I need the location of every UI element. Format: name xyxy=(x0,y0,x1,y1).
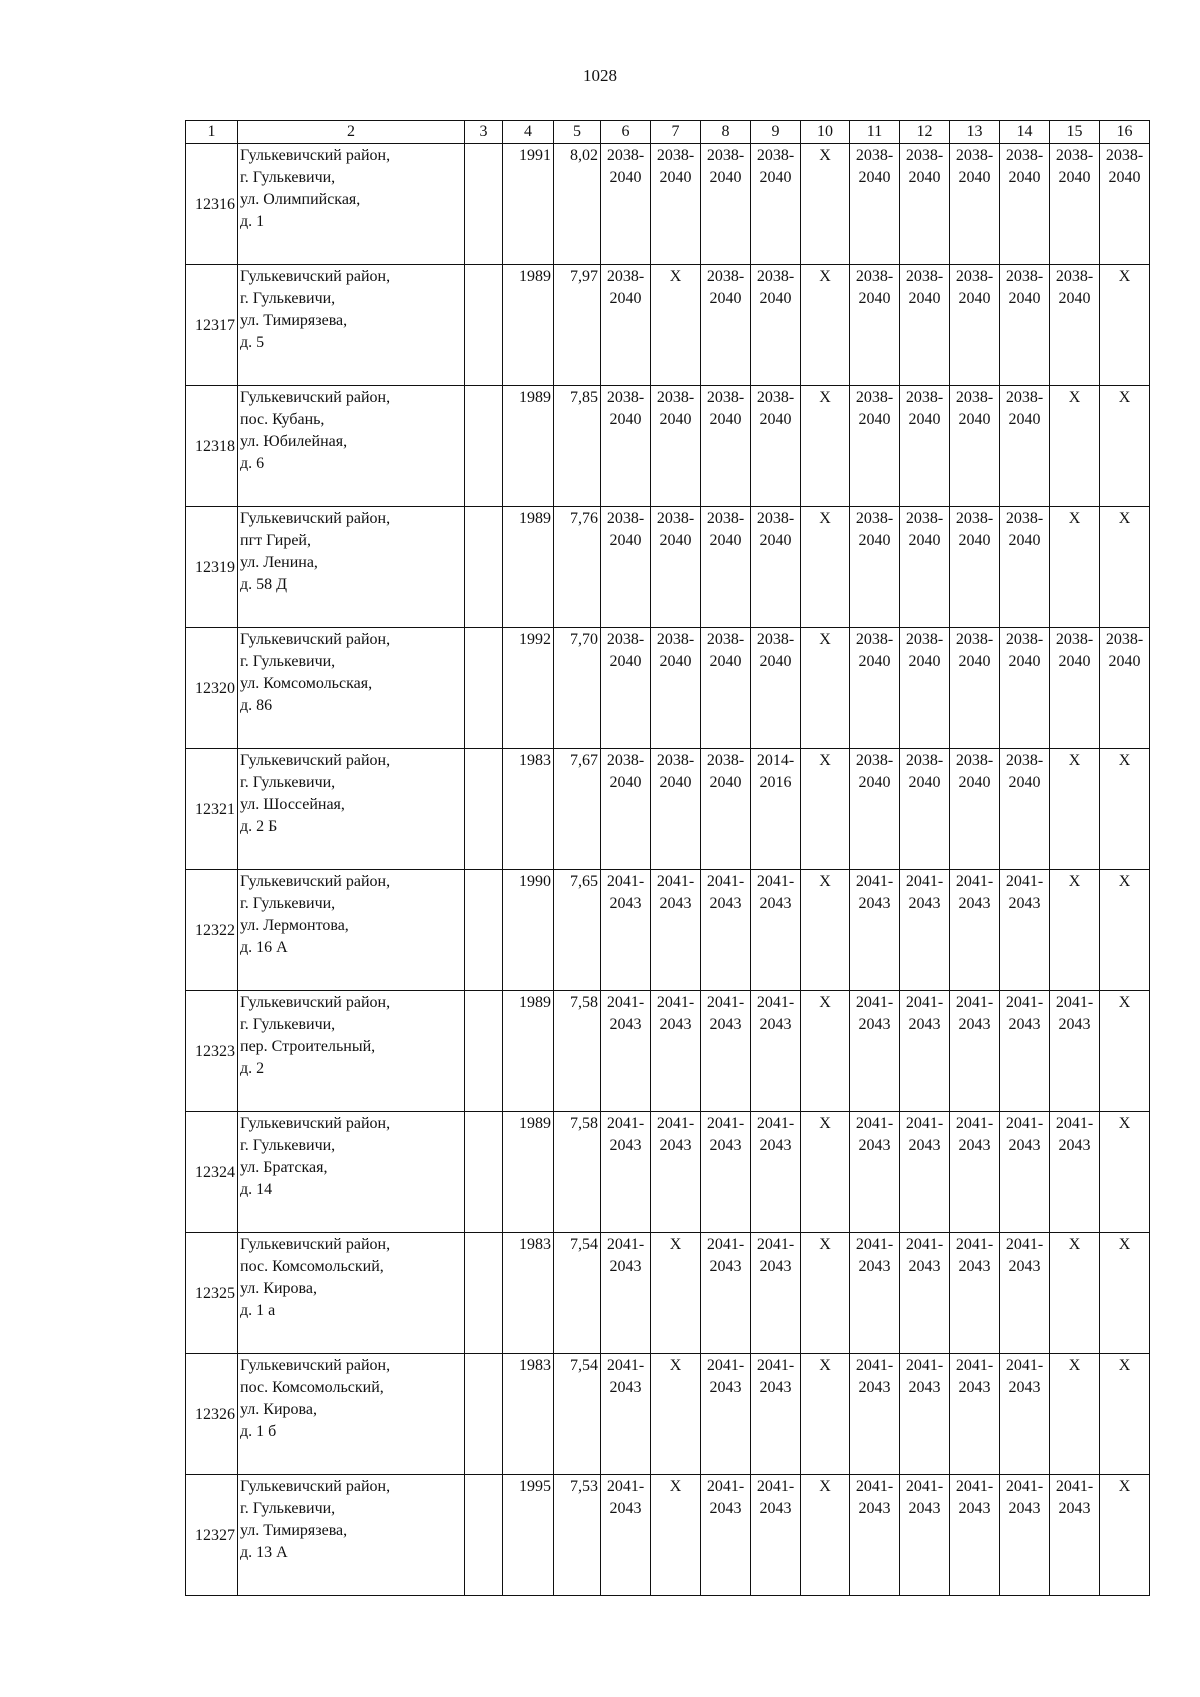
address-line: г. Гулькевичи, xyxy=(240,169,336,186)
period-cell-col-14: 2041- 2043 xyxy=(1000,1475,1050,1596)
address-line: д. 58 Д xyxy=(240,576,288,593)
period-cell-col-12: 2038- 2040 xyxy=(900,507,950,628)
period-cell-col-8: 2041- 2043 xyxy=(701,1475,751,1596)
address-line: д. 5 xyxy=(240,334,265,351)
period-cell-col-6: 2038- 2040 xyxy=(601,144,651,265)
period-cell-col-9: 2038- 2040 xyxy=(751,386,801,507)
address-line: ул. Ленина, xyxy=(240,554,318,571)
period-cell-col-6: 2038- 2040 xyxy=(601,749,651,870)
address-cell xyxy=(238,749,465,870)
period-cell-col-9: 2014- 2016 xyxy=(751,749,801,870)
period-cell-col-7: 2041- 2043 xyxy=(651,991,701,1112)
period-cell-col-8: 2038- 2040 xyxy=(701,628,751,749)
record-number: 12322 xyxy=(186,870,238,991)
period-cell-col-16: Х xyxy=(1100,749,1150,870)
period-cell-col-14: 2041- 2043 xyxy=(1000,1112,1050,1233)
page-number: 1028 xyxy=(583,66,617,85)
address-cell xyxy=(238,1354,465,1475)
period-cell-col-14: 2038- 2040 xyxy=(1000,144,1050,265)
period-cell-col-6: 2041- 2043 xyxy=(601,991,651,1112)
address-line: Гулькевичский район, xyxy=(240,752,391,769)
period-cell-col-7: Х xyxy=(651,1233,701,1354)
column-3-cell xyxy=(465,1475,503,1596)
period-cell-col-7: 2038- 2040 xyxy=(651,628,701,749)
period-cell-col-13: 2038- 2040 xyxy=(950,144,1000,265)
period-cell-col-14: 2041- 2043 xyxy=(1000,870,1050,991)
period-cell-col-8: 2038- 2040 xyxy=(701,386,751,507)
address-line: Гулькевичский район, xyxy=(240,389,391,406)
column-header-4: 4 xyxy=(503,121,554,144)
period-cell-col-12: 2038- 2040 xyxy=(900,628,950,749)
period-cell-col-16: Х xyxy=(1100,991,1150,1112)
period-cell-col-13: 2038- 2040 xyxy=(950,749,1000,870)
period-cell-col-7: Х xyxy=(651,1475,701,1596)
period-cell-col-10: Х xyxy=(801,1354,850,1475)
period-cell-col-11: 2041- 2043 xyxy=(850,1112,900,1233)
period-cell-col-11: 2038- 2040 xyxy=(850,386,900,507)
column-header-11: 11 xyxy=(850,121,900,144)
period-cell-col-13: 2041- 2043 xyxy=(950,1112,1000,1233)
table-row xyxy=(186,749,1150,870)
record-number: 12319 xyxy=(186,507,238,628)
address-line: Гулькевичский район, xyxy=(240,1478,391,1495)
year-cell: 1983 xyxy=(503,1354,554,1475)
record-number: 12327 xyxy=(186,1475,238,1596)
period-cell-col-14: 2038- 2040 xyxy=(1000,265,1050,386)
address-line: ул. Братская, xyxy=(240,1159,328,1176)
period-cell-col-15: 2038- 2040 xyxy=(1050,265,1100,386)
address-cell xyxy=(238,386,465,507)
value-cell: 7,97 xyxy=(554,265,601,386)
period-cell-col-10: Х xyxy=(801,628,850,749)
address-line: пос. Комсомольский, xyxy=(240,1379,384,1396)
period-cell-col-7: Х xyxy=(651,265,701,386)
value-cell: 7,58 xyxy=(554,991,601,1112)
period-cell-col-14: 2038- 2040 xyxy=(1000,628,1050,749)
period-cell-col-8: 2038- 2040 xyxy=(701,507,751,628)
value-cell: 7,54 xyxy=(554,1354,601,1475)
value-cell: 7,65 xyxy=(554,870,601,991)
period-cell-col-6: 2038- 2040 xyxy=(601,386,651,507)
period-cell-col-16: Х xyxy=(1100,507,1150,628)
address-line: ул. Юбилейная, xyxy=(240,433,348,450)
table-row xyxy=(186,1112,1150,1233)
address-line: г. Гулькевичи, xyxy=(240,1016,336,1033)
period-cell-col-15: 2041- 2043 xyxy=(1050,991,1100,1112)
period-cell-col-10: Х xyxy=(801,870,850,991)
period-cell-col-10: Х xyxy=(801,749,850,870)
period-cell-col-15: Х xyxy=(1050,749,1100,870)
period-cell-col-8: 2041- 2043 xyxy=(701,1112,751,1233)
period-cell-col-15: 2041- 2043 xyxy=(1050,1475,1100,1596)
year-cell: 1989 xyxy=(503,265,554,386)
column-3-cell xyxy=(465,870,503,991)
column-3-cell xyxy=(465,265,503,386)
record-number: 12325 xyxy=(186,1233,238,1354)
period-cell-col-8: 2041- 2043 xyxy=(701,991,751,1112)
address-line: г. Гулькевичи, xyxy=(240,1500,336,1517)
period-cell-col-13: 2041- 2043 xyxy=(950,870,1000,991)
address-line: Гулькевичский район, xyxy=(240,994,391,1011)
period-cell-col-10: Х xyxy=(801,144,850,265)
period-cell-col-12: 2041- 2043 xyxy=(900,1475,950,1596)
period-cell-col-6: 2041- 2043 xyxy=(601,1354,651,1475)
column-header-3: 3 xyxy=(465,121,503,144)
period-cell-col-16: Х xyxy=(1100,1354,1150,1475)
period-cell-col-12: 2041- 2043 xyxy=(900,870,950,991)
year-cell: 1990 xyxy=(503,870,554,991)
period-cell-col-14: 2041- 2043 xyxy=(1000,991,1050,1112)
period-cell-col-13: 2038- 2040 xyxy=(950,265,1000,386)
year-cell: 1983 xyxy=(503,1233,554,1354)
address-line: д. 16 А xyxy=(240,939,288,956)
record-number: 12318 xyxy=(186,386,238,507)
period-cell-col-11: 2038- 2040 xyxy=(850,749,900,870)
period-cell-col-15: 2038- 2040 xyxy=(1050,628,1100,749)
address-line: д. 1 xyxy=(240,213,265,230)
value-cell: 7,54 xyxy=(554,1233,601,1354)
year-cell: 1983 xyxy=(503,749,554,870)
column-header-5: 5 xyxy=(554,121,601,144)
period-cell-col-8: 2041- 2043 xyxy=(701,870,751,991)
column-3-cell xyxy=(465,628,503,749)
period-cell-col-14: 2041- 2043 xyxy=(1000,1354,1050,1475)
table-row xyxy=(186,628,1150,749)
value-cell: 7,76 xyxy=(554,507,601,628)
address-line: г. Гулькевичи, xyxy=(240,1137,336,1154)
value-cell: 8,02 xyxy=(554,144,601,265)
period-cell-col-13: 2041- 2043 xyxy=(950,1475,1000,1596)
period-cell-col-15: Х xyxy=(1050,386,1100,507)
period-cell-col-13: 2041- 2043 xyxy=(950,1233,1000,1354)
period-cell-col-11: 2041- 2043 xyxy=(850,1354,900,1475)
period-cell-col-10: Х xyxy=(801,507,850,628)
record-number: 12323 xyxy=(186,991,238,1112)
period-cell-col-7: 2038- 2040 xyxy=(651,386,701,507)
value-cell: 7,67 xyxy=(554,749,601,870)
period-cell-col-9: 2041- 2043 xyxy=(751,991,801,1112)
address-line: д. 1 б xyxy=(240,1423,277,1440)
address-cell xyxy=(238,144,465,265)
column-header-13: 13 xyxy=(950,121,1000,144)
address-line: Гулькевичский район, xyxy=(240,1115,391,1132)
address-line: г. Гулькевичи, xyxy=(240,290,336,307)
table-row xyxy=(186,507,1150,628)
value-cell: 7,85 xyxy=(554,386,601,507)
column-header-9: 9 xyxy=(751,121,801,144)
column-header-16: 16 xyxy=(1100,121,1150,144)
address-cell xyxy=(238,628,465,749)
address-line: д. 13 А xyxy=(240,1544,288,1561)
period-cell-col-8: 2038- 2040 xyxy=(701,265,751,386)
column-3-cell xyxy=(465,507,503,628)
period-cell-col-10: Х xyxy=(801,265,850,386)
period-cell-col-16: Х xyxy=(1100,386,1150,507)
address-line: пос. Комсомольский, xyxy=(240,1258,384,1275)
period-cell-col-10: Х xyxy=(801,386,850,507)
period-cell-col-6: 2041- 2043 xyxy=(601,870,651,991)
address-line: г. Гулькевичи, xyxy=(240,653,336,670)
period-cell-col-11: 2038- 2040 xyxy=(850,144,900,265)
value-cell: 7,53 xyxy=(554,1475,601,1596)
column-header-8: 8 xyxy=(701,121,751,144)
period-cell-col-6: 2038- 2040 xyxy=(601,265,651,386)
address-line: Гулькевичский район, xyxy=(240,631,391,648)
period-cell-col-9: 2038- 2040 xyxy=(751,265,801,386)
period-cell-col-6: 2041- 2043 xyxy=(601,1233,651,1354)
period-cell-col-7: Х xyxy=(651,1354,701,1475)
address-line: пер. Строительный, xyxy=(240,1038,376,1055)
address-cell xyxy=(238,991,465,1112)
period-cell-col-15: Х xyxy=(1050,870,1100,991)
period-cell-col-11: 2038- 2040 xyxy=(850,628,900,749)
housing-repair-table xyxy=(185,120,1150,1596)
address-line: Гулькевичский район, xyxy=(240,147,391,164)
address-cell xyxy=(238,1475,465,1596)
address-cell xyxy=(238,870,465,991)
period-cell-col-11: 2038- 2040 xyxy=(850,507,900,628)
period-cell-col-15: Х xyxy=(1050,1233,1100,1354)
period-cell-col-13: 2041- 2043 xyxy=(950,991,1000,1112)
address-line: Гулькевичский район, xyxy=(240,873,391,890)
address-cell xyxy=(238,265,465,386)
period-cell-col-15: Х xyxy=(1050,507,1100,628)
period-cell-col-15: 2041- 2043 xyxy=(1050,1112,1100,1233)
table-row xyxy=(186,144,1150,265)
period-cell-col-6: 2038- 2040 xyxy=(601,507,651,628)
table-row xyxy=(186,1233,1150,1354)
period-cell-col-7: 2038- 2040 xyxy=(651,507,701,628)
column-3-cell xyxy=(465,144,503,265)
period-cell-col-16: 2038- 2040 xyxy=(1100,144,1150,265)
address-line: г. Гулькевичи, xyxy=(240,895,336,912)
period-cell-col-10: Х xyxy=(801,1233,850,1354)
period-cell-col-16: Х xyxy=(1100,1112,1150,1233)
period-cell-col-11: 2041- 2043 xyxy=(850,1475,900,1596)
period-cell-col-16: 2038- 2040 xyxy=(1100,628,1150,749)
period-cell-col-9: 2038- 2040 xyxy=(751,507,801,628)
period-cell-col-8: 2038- 2040 xyxy=(701,749,751,870)
year-cell: 1989 xyxy=(503,991,554,1112)
period-cell-col-6: 2041- 2043 xyxy=(601,1475,651,1596)
period-cell-col-10: Х xyxy=(801,991,850,1112)
period-cell-col-7: 2041- 2043 xyxy=(651,1112,701,1233)
address-line: Гулькевичский район, xyxy=(240,1357,391,1374)
period-cell-col-8: 2041- 2043 xyxy=(701,1233,751,1354)
table-row xyxy=(186,1354,1150,1475)
address-line: ул. Тимирязева, xyxy=(240,1522,348,1539)
year-cell: 1989 xyxy=(503,507,554,628)
record-number: 12316 xyxy=(186,144,238,265)
year-cell: 1989 xyxy=(503,386,554,507)
column-3-cell xyxy=(465,1112,503,1233)
address-line: ул. Лермонтова, xyxy=(240,917,349,934)
period-cell-col-7: 2038- 2040 xyxy=(651,749,701,870)
period-cell-col-6: 2041- 2043 xyxy=(601,1112,651,1233)
column-3-cell xyxy=(465,749,503,870)
period-cell-col-8: 2041- 2043 xyxy=(701,1354,751,1475)
address-line: ул. Олимпийская, xyxy=(240,191,361,208)
period-cell-col-10: Х xyxy=(801,1112,850,1233)
column-header-14: 14 xyxy=(1000,121,1050,144)
address-line: д. 6 xyxy=(240,455,265,472)
year-cell: 1995 xyxy=(503,1475,554,1596)
period-cell-col-13: 2038- 2040 xyxy=(950,507,1000,628)
period-cell-col-9: 2041- 2043 xyxy=(751,1354,801,1475)
table-row xyxy=(186,386,1150,507)
period-cell-col-11: 2041- 2043 xyxy=(850,991,900,1112)
column-3-cell xyxy=(465,1233,503,1354)
period-cell-col-16: Х xyxy=(1100,265,1150,386)
record-number: 12320 xyxy=(186,628,238,749)
period-cell-col-12: 2038- 2040 xyxy=(900,386,950,507)
period-cell-col-11: 2038- 2040 xyxy=(850,265,900,386)
table-row xyxy=(186,265,1150,386)
record-number: 12321 xyxy=(186,749,238,870)
column-header-7: 7 xyxy=(651,121,701,144)
address-cell xyxy=(238,1233,465,1354)
address-line: ул. Кирова, xyxy=(240,1280,317,1297)
column-header-10: 10 xyxy=(801,121,850,144)
address-line: Гулькевичский район, xyxy=(240,1236,391,1253)
period-cell-col-11: 2041- 2043 xyxy=(850,1233,900,1354)
value-cell: 7,58 xyxy=(554,1112,601,1233)
column-header-1: 1 xyxy=(186,121,238,144)
period-cell-col-12: 2038- 2040 xyxy=(900,749,950,870)
address-line: ул. Комсомольская, xyxy=(240,675,373,692)
address-line: ул. Шоссейная, xyxy=(240,796,345,813)
column-number-header-row xyxy=(186,121,1150,144)
address-line: пос. Кубань, xyxy=(240,411,325,428)
period-cell-col-6: 2038- 2040 xyxy=(601,628,651,749)
period-cell-col-16: Х xyxy=(1100,870,1150,991)
column-header-6: 6 xyxy=(601,121,651,144)
period-cell-col-9: 2041- 2043 xyxy=(751,1233,801,1354)
period-cell-col-10: Х xyxy=(801,1475,850,1596)
period-cell-col-12: 2041- 2043 xyxy=(900,1112,950,1233)
column-header-15: 15 xyxy=(1050,121,1100,144)
period-cell-col-14: 2038- 2040 xyxy=(1000,386,1050,507)
period-cell-col-13: 2038- 2040 xyxy=(950,628,1000,749)
column-3-cell xyxy=(465,1354,503,1475)
period-cell-col-9: 2041- 2043 xyxy=(751,870,801,991)
column-header-2: 2 xyxy=(238,121,465,144)
period-cell-col-9: 2038- 2040 xyxy=(751,628,801,749)
address-line: ул. Кирова, xyxy=(240,1401,317,1418)
table-row xyxy=(186,870,1150,991)
address-line: Гулькевичский район, xyxy=(240,510,391,527)
period-cell-col-8: 2038- 2040 xyxy=(701,144,751,265)
period-cell-col-12: 2038- 2040 xyxy=(900,144,950,265)
address-line: ул. Тимирязева, xyxy=(240,312,348,329)
column-header-12: 12 xyxy=(900,121,950,144)
record-number: 12317 xyxy=(186,265,238,386)
period-cell-col-16: Х xyxy=(1100,1233,1150,1354)
period-cell-col-9: 2038- 2040 xyxy=(751,144,801,265)
period-cell-col-13: 2038- 2040 xyxy=(950,386,1000,507)
period-cell-col-12: 2041- 2043 xyxy=(900,1233,950,1354)
column-3-cell xyxy=(465,991,503,1112)
period-cell-col-12: 2041- 2043 xyxy=(900,991,950,1112)
value-cell: 7,70 xyxy=(554,628,601,749)
period-cell-col-13: 2041- 2043 xyxy=(950,1354,1000,1475)
period-cell-col-9: 2041- 2043 xyxy=(751,1112,801,1233)
period-cell-col-14: 2041- 2043 xyxy=(1000,1233,1050,1354)
period-cell-col-16: Х xyxy=(1100,1475,1150,1596)
year-cell: 1989 xyxy=(503,1112,554,1233)
column-3-cell xyxy=(465,386,503,507)
period-cell-col-12: 2041- 2043 xyxy=(900,1354,950,1475)
address-cell xyxy=(238,1112,465,1233)
period-cell-col-15: 2038- 2040 xyxy=(1050,144,1100,265)
year-cell: 1992 xyxy=(503,628,554,749)
address-line: д. 14 xyxy=(240,1181,273,1198)
period-cell-col-9: 2041- 2043 xyxy=(751,1475,801,1596)
address-line: д. 2 xyxy=(240,1060,265,1077)
period-cell-col-14: 2038- 2040 xyxy=(1000,749,1050,870)
record-number: 12324 xyxy=(186,1112,238,1233)
address-line: д. 2 Б xyxy=(240,818,278,835)
period-cell-col-14: 2038- 2040 xyxy=(1000,507,1050,628)
period-cell-col-15: Х xyxy=(1050,1354,1100,1475)
period-cell-col-12: 2038- 2040 xyxy=(900,265,950,386)
address-line: д. 1 а xyxy=(240,1302,276,1319)
record-number: 12326 xyxy=(186,1354,238,1475)
address-line: пгт Гирей, xyxy=(240,532,311,549)
table-row xyxy=(186,991,1150,1112)
period-cell-col-7: 2038- 2040 xyxy=(651,144,701,265)
address-line: г. Гулькевичи, xyxy=(240,774,336,791)
period-cell-col-11: 2041- 2043 xyxy=(850,870,900,991)
address-line: Гулькевичский район, xyxy=(240,268,391,285)
table-row xyxy=(186,1475,1150,1596)
period-cell-col-7: 2041- 2043 xyxy=(651,870,701,991)
year-cell: 1991 xyxy=(503,144,554,265)
address-cell xyxy=(238,507,465,628)
address-line: д. 86 xyxy=(240,697,273,714)
